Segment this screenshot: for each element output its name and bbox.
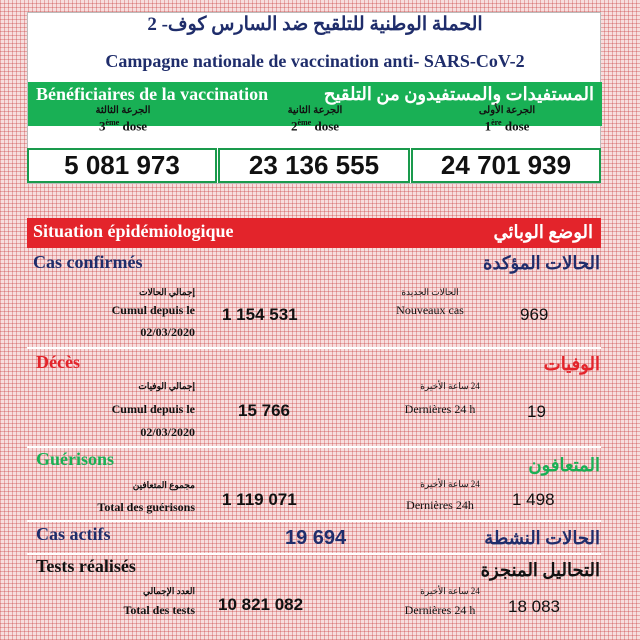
deaths-cum-fr: Cumul depuis le — [111, 402, 195, 416]
tests-total-ar: العدد الإجمالي — [143, 586, 195, 596]
epidemiological-bar — [27, 218, 601, 248]
recovered-total-ar: مجموع المتعافين — [132, 480, 195, 490]
epi-title-ar: الوضع الوبائي — [493, 222, 593, 242]
tests-recent-value: 18 083 — [508, 597, 560, 616]
tests-recent-ar: 24 ساعة الأخيرة — [420, 586, 480, 596]
deaths-cum-ar: إجمالي الوفيات — [138, 381, 195, 391]
active-title-ar: الحالات النشطة — [484, 528, 600, 548]
dose-2-value: 23 136 555 — [218, 148, 410, 183]
separator — [27, 520, 601, 522]
separator — [27, 347, 601, 349]
recovered-recent-value: 1 498 — [512, 490, 555, 509]
confirmed-cum-date: 02/03/2020 — [140, 325, 195, 339]
confirmed-new-value: 969 — [520, 305, 549, 324]
deaths-recent-fr: Dernières 24 h — [404, 402, 476, 416]
separator — [27, 446, 601, 448]
deaths-title-ar: الوفيات — [543, 354, 600, 374]
recovered-recent-fr: Dernières 24h — [406, 498, 474, 512]
recovered-total-value: 1 119 071 — [222, 490, 297, 509]
tests-title-fr: Tests réalisés — [36, 556, 136, 576]
confirmed-cum-ar: إجمالي الحالات — [139, 287, 195, 297]
tests-recent-fr: Dernières 24 h — [404, 603, 476, 617]
confirmed-title-fr: Cas confirmés — [33, 252, 143, 272]
confirmed-new-fr: Nouveaux cas — [396, 303, 464, 317]
deaths-cum-date: 02/03/2020 — [140, 425, 195, 439]
epi-title-fr: Situation épidémiologique — [33, 221, 234, 241]
deaths-recent-value: 19 — [527, 402, 546, 421]
active-value: 19 694 — [285, 527, 347, 549]
tests-title-ar: التحاليل المنجزة — [480, 560, 600, 580]
tests-total-value: 10 821 082 — [218, 595, 304, 614]
active-title-fr: Cas actifs — [36, 524, 111, 544]
title-french: Campagne nationale de vaccination anti- SARS-CoV-2 — [105, 51, 525, 71]
beneficiaries-bar — [28, 82, 602, 134]
recovered-recent-ar: 24 ساعة الأخيرة — [420, 479, 480, 489]
recovered-title-fr: Guérisons — [36, 449, 115, 469]
recovered-total-fr: Total des guérisons — [97, 500, 195, 514]
recovered-title-ar: المتعافون — [528, 455, 600, 475]
dose-2-header: الجرعة الثانية 2ème dose — [287, 105, 343, 134]
deaths-recent-ar: 24 ساعة الأخيرة — [420, 381, 480, 391]
title-arabic: الحملة الوطنية للتلقيح ضد السارس كوف- 2 — [147, 14, 483, 35]
deaths-title-fr: Décès — [36, 352, 80, 372]
confirmed-cum-value: 1 154 531 — [222, 305, 298, 324]
dose-1-value: 24 701 939 — [411, 148, 601, 183]
confirmed-cum-fr: Cumul depuis le — [111, 303, 195, 317]
dose-1-header: الجرعة الأولى 1ère dose — [478, 105, 536, 134]
confirmed-new-ar: الحالات الجديدة — [401, 287, 459, 297]
confirmed-title-ar: الحالات المؤكدة — [483, 253, 600, 273]
separator — [27, 553, 601, 555]
dose-3-value: 5 081 973 — [27, 148, 217, 183]
deaths-cum-value: 15 766 — [238, 401, 290, 420]
dose-3-header: الجرعة الثالثة 3ème dose — [95, 105, 151, 134]
beneficiaries-label-ar: المستفيدات والمستفيدون من التلقيح — [323, 84, 594, 104]
tests-total-fr: Total des tests — [123, 603, 195, 617]
beneficiaries-label-fr: Bénéficiaires de la vaccination — [36, 84, 269, 104]
